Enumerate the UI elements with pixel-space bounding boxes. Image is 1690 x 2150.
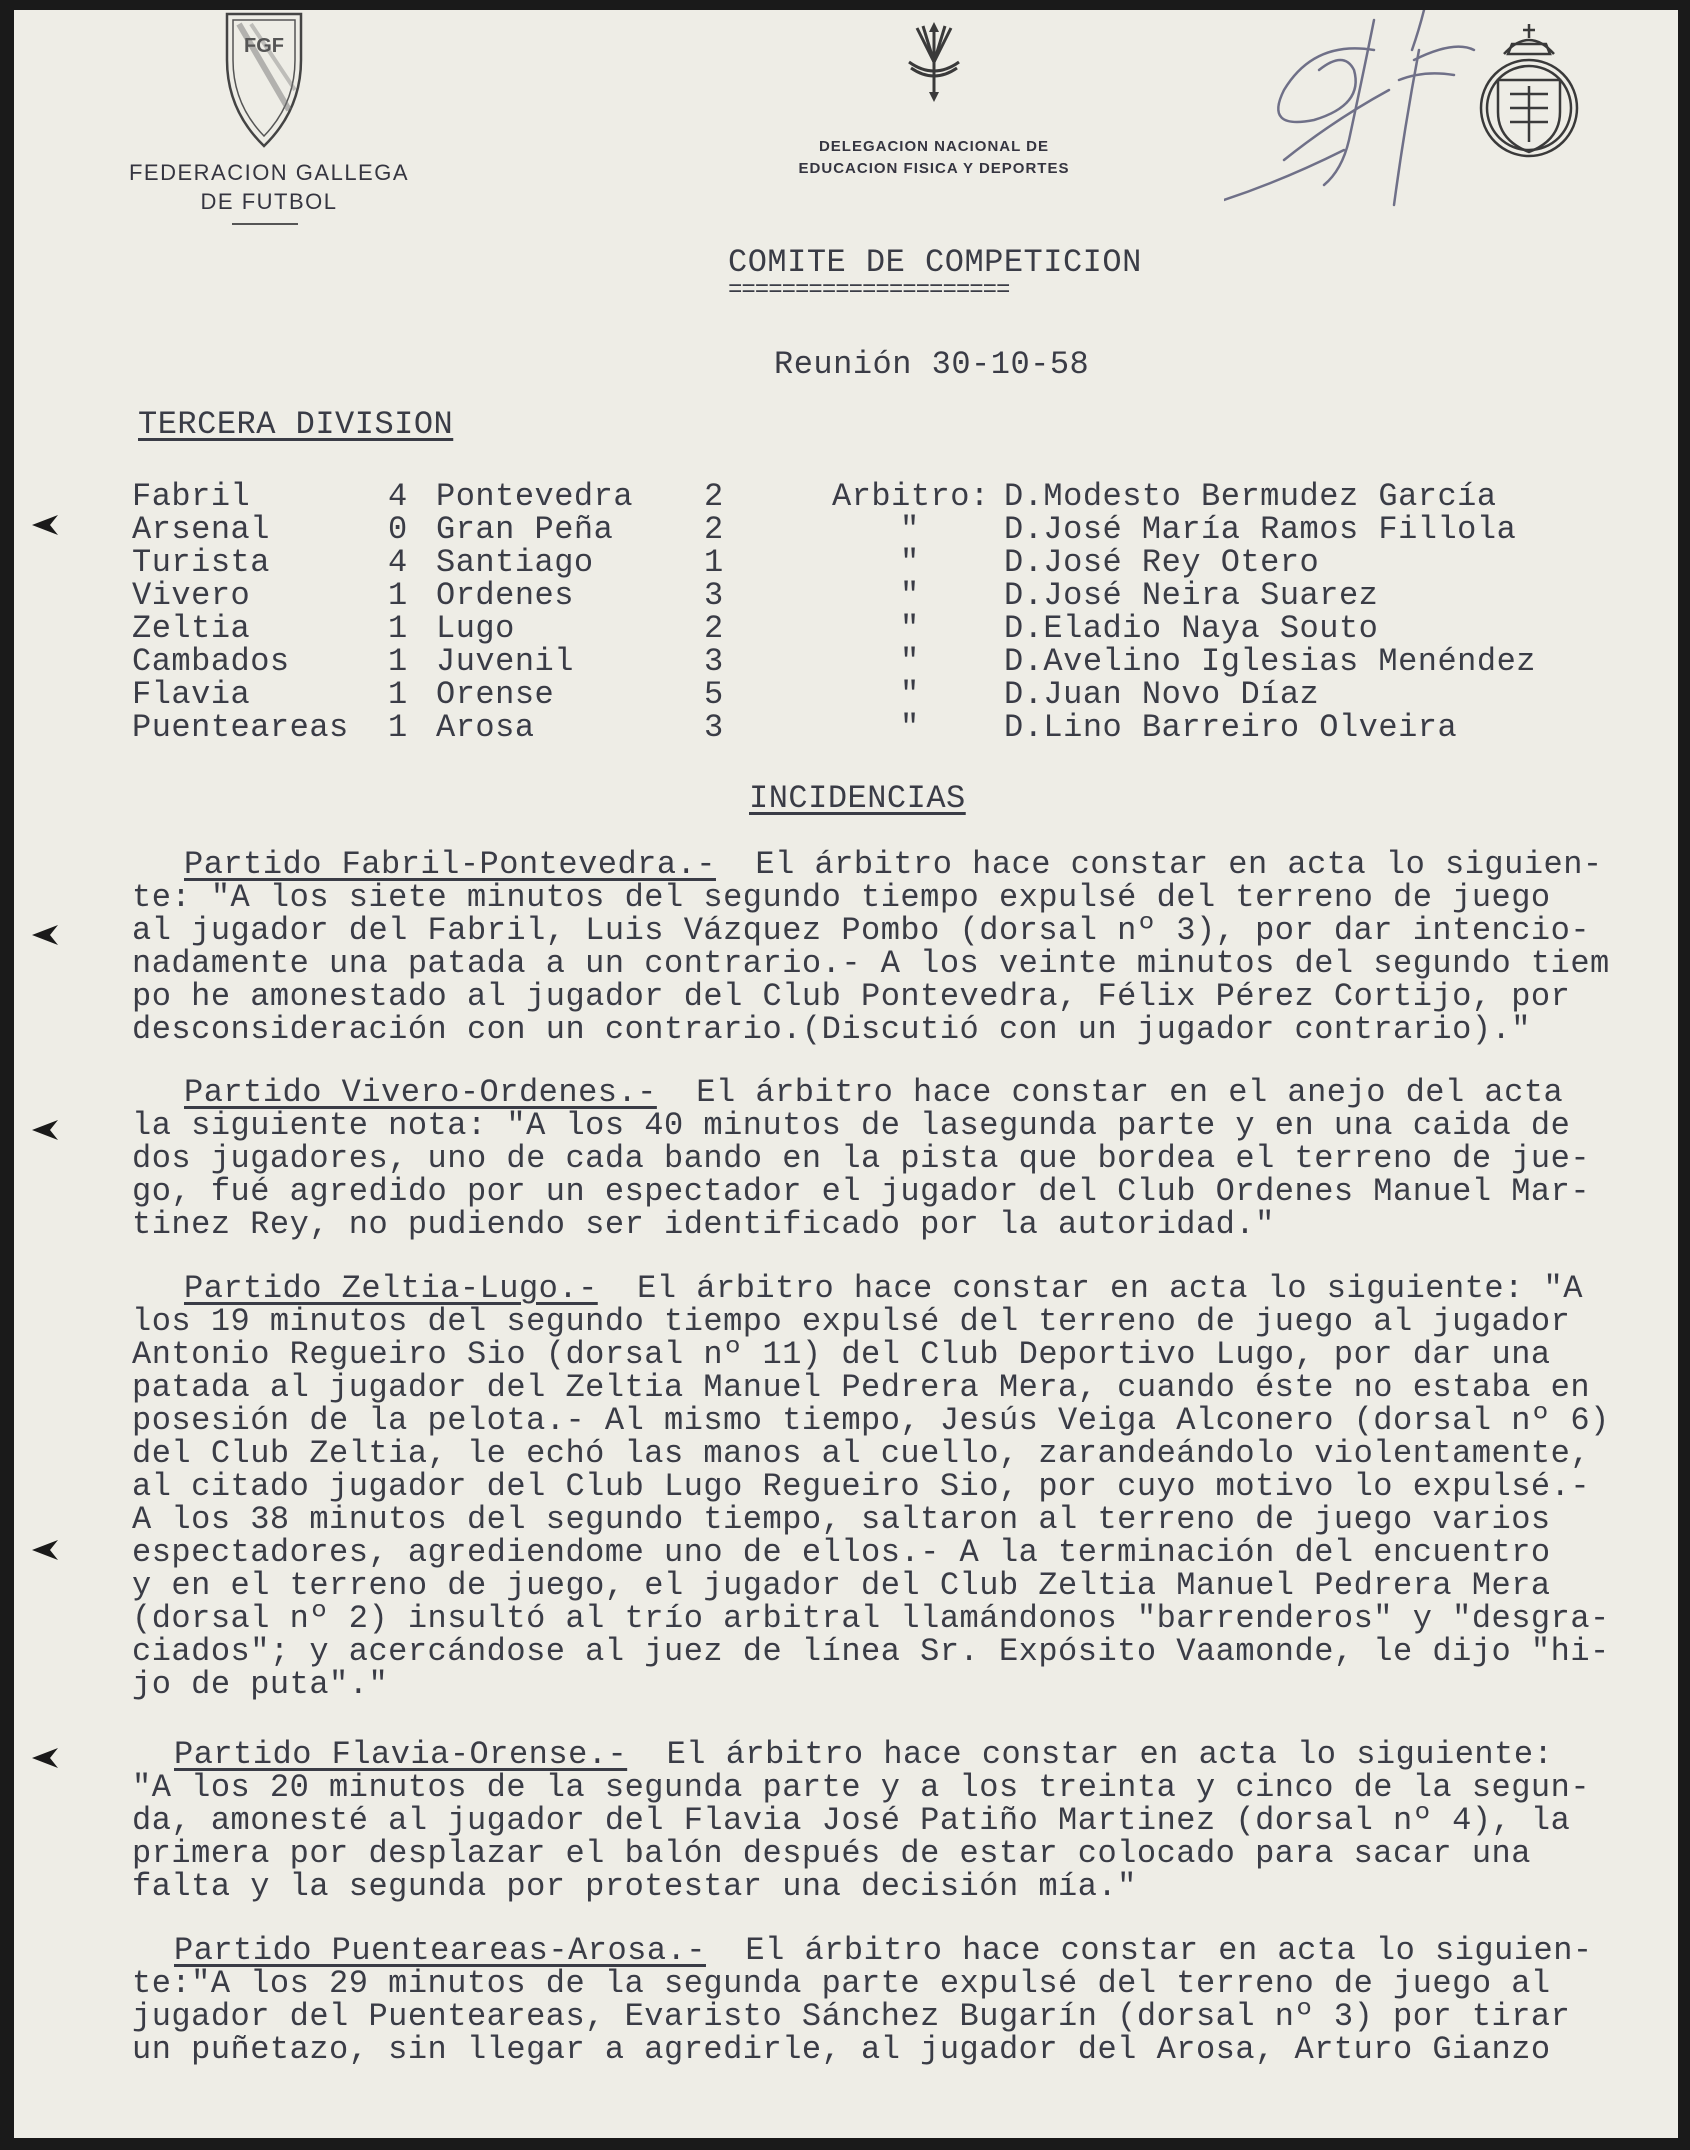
referee-label: "	[900, 610, 920, 647]
away-team: Gran Peña	[436, 511, 614, 548]
incident-heading: Partido Zeltia-Lugo.-	[184, 1270, 598, 1307]
home-team: Cambados	[132, 643, 290, 680]
document-page	[14, 10, 1678, 2138]
incident-line: patada al jugador del Zeltia Manuel Pedrera Mera, cuando éste no estaba en	[132, 1369, 1591, 1406]
incident-paragraph	[132, 1934, 1678, 2066]
incident-heading: Partido Flavia-Orense.-	[174, 1736, 628, 1773]
away-team: Arosa	[436, 709, 535, 746]
home-score: 1	[388, 676, 408, 713]
referee-label: "	[900, 676, 920, 713]
punch-hole-mark	[32, 515, 58, 535]
incident-line: El árbitro hace constar en acta lo siguiente: "A	[597, 1270, 1583, 1307]
home-team: Puenteareas	[132, 709, 349, 746]
incident-line: la siguiente nota: "A los 40 minutos de lasegunda parte y en una caida de	[132, 1107, 1571, 1144]
federation-shield-icon	[219, 10, 309, 150]
delegation-name: DELEGACION NACIONAL DE EDUCACION FISICA Y DEPORTES	[798, 138, 1070, 177]
punch-hole-mark	[32, 1748, 58, 1768]
home-score: 1	[388, 577, 408, 614]
away-score: 2	[704, 610, 724, 647]
incident-line: nadamente una patada a un contrario.- A los veinte minutos del segundo tiem	[132, 945, 1610, 982]
referee-name: D.José Rey Otero	[1004, 544, 1320, 581]
referee-label: Arbitro:	[832, 478, 990, 515]
committee-title: COMITE DE COMPETICION	[728, 244, 1142, 281]
incident-line: A los 38 minutos del segundo tiempo, saltaron al terreno de juego varios	[132, 1501, 1551, 1538]
away-team: Pontevedra	[436, 478, 634, 515]
home-score: 0	[388, 511, 408, 548]
incident-line: un puñetazo, sin llegar a agredirle, al jugador del Arosa, Arturo Gianzo	[132, 2031, 1551, 2068]
incident-line: posesión de la pelota.- Al mismo tiempo, Jesús Veiga Alconero (dorsal nº 6)	[132, 1402, 1610, 1439]
away-team: Juvenil	[436, 643, 574, 680]
referee-name: D.José Neira Suarez	[1004, 577, 1379, 614]
referee-name: D.José María Ramos Fillola	[1004, 511, 1517, 548]
incident-line: ciados"; y acercándose al juez de línea Sr. Expósito Vaamonde, le dijo "hi-	[132, 1633, 1610, 1670]
referee-name: D.Avelino Iglesias Menéndez	[1004, 643, 1536, 680]
incident-line: del Club Zeltia, le echó las manos al cuello, zarandeándolo violentamente,	[132, 1435, 1591, 1472]
incident-paragraph	[132, 1076, 1678, 1241]
incident-paragraph	[132, 1738, 1678, 1903]
incident-line: jugador del Puenteareas, Evaristo Sánchez Bugarín (dorsal nº 3) por tirar	[132, 1998, 1571, 2035]
punch-hole-mark	[32, 1540, 58, 1560]
incident-line: (dorsal nº 2) insultó al trío arbitral llamándonos "barrenderos" y "desgra-	[132, 1600, 1610, 1637]
away-score: 3	[704, 643, 724, 680]
incident-line: al jugador del Fabril, Luis Vázquez Pombo (dorsal nº 3), por dar intencio-	[132, 912, 1591, 949]
home-score: 1	[388, 610, 408, 647]
referee-label: "	[900, 643, 920, 680]
incident-line: El árbitro hace constar en acta lo siguien-	[715, 846, 1603, 883]
title-double-rule: =====================	[728, 277, 1010, 304]
away-team: Lugo	[436, 610, 515, 647]
incident-line: "A los 20 minutos de la segunda parte y a los treinta y cinco de la segun-	[132, 1769, 1591, 1806]
away-score: 3	[704, 577, 724, 614]
away-team: Orense	[436, 676, 555, 713]
incident-line: El árbitro hace constar en acta lo siguien-	[705, 1932, 1593, 1969]
home-score: 1	[388, 709, 408, 746]
away-score: 5	[704, 676, 724, 713]
away-score: 1	[704, 544, 724, 581]
home-team: Turista	[132, 544, 270, 581]
incident-line: po he amonestado al jugador del Club Pontevedra, Félix Pérez Cortijo, por	[132, 978, 1571, 1015]
away-score: 2	[704, 511, 724, 548]
yoke-arrows-icon	[889, 22, 979, 102]
referee-label: "	[900, 709, 920, 746]
federation-name: FEDERACION GALLEGA DE FUTBOL	[128, 160, 410, 214]
referee-label: "	[900, 544, 920, 581]
meeting-date: Reunión 30-10-58	[774, 346, 1090, 383]
royal-crest-icon	[1474, 16, 1584, 166]
away-team: Santiago	[436, 544, 594, 581]
home-score: 4	[388, 544, 408, 581]
away-score: 2	[704, 478, 724, 515]
incidencias-heading: INCIDENCIAS	[749, 780, 966, 817]
home-team: Zeltia	[132, 610, 251, 647]
incident-line: Antonio Regueiro Sio (dorsal nº 11) del Club Deportivo Lugo, por dar una	[132, 1336, 1551, 1373]
incident-heading: Partido Vivero-Ordenes.-	[184, 1074, 657, 1111]
home-team: Vivero	[132, 577, 251, 614]
incident-paragraph	[132, 1272, 1678, 1701]
home-score: 4	[388, 478, 408, 515]
away-score: 3	[704, 709, 724, 746]
federation-rule	[232, 223, 298, 225]
punch-hole-mark	[32, 1120, 58, 1140]
incident-line: go, fué agredido por un espectador el jugador del Club Ordenes Manuel Mar-	[132, 1173, 1591, 1210]
home-team: Fabril	[132, 478, 251, 515]
incident-line: espectadores, agrediendome uno de ellos.- A la terminación del encuentro	[132, 1534, 1551, 1571]
handwritten-signature	[1224, 10, 1484, 220]
incident-line: El árbitro hace constar en el anejo del acta	[656, 1074, 1564, 1111]
home-score: 1	[388, 643, 408, 680]
incident-line: y en el terreno de juego, el jugador del Club Zeltia Manuel Pedrera Mera	[132, 1567, 1551, 1604]
svg-text:FGF: FGF	[244, 35, 284, 57]
incident-line: te:"A los 29 minutos de la segunda parte expulsé del terreno de juego al	[132, 1965, 1551, 2002]
incident-line: al citado jugador del Club Lugo Regueiro Sio, por cuyo motivo lo expulsé.-	[132, 1468, 1591, 1505]
incident-heading: Partido Puenteareas-Arosa.-	[174, 1932, 706, 1969]
referee-name: D.Juan Novo Díaz	[1004, 676, 1320, 713]
incident-line: da, amonesté al jugador del Flavia José Patiño Martinez (dorsal nº 4), la	[132, 1802, 1571, 1839]
away-team: Ordenes	[436, 577, 574, 614]
division-heading: TERCERA DIVISION	[138, 406, 454, 443]
incident-line: primera por desplazar el balón después de estar colocado para sacar una	[132, 1835, 1531, 1872]
incident-paragraph	[132, 848, 1678, 1046]
punch-hole-mark	[32, 925, 58, 945]
incident-line: los 19 minutos del segundo tiempo expulsé del terreno de juego al jugador	[132, 1303, 1571, 1340]
incident-line: desconsideración con un contrario.(Discutió con un jugador contrario)."	[132, 1011, 1531, 1048]
home-team: Arsenal	[132, 511, 270, 548]
incident-line: El árbitro hace constar en acta lo siguiente:	[627, 1736, 1554, 1773]
incident-line: dos jugadores, uno de cada bando en la pista que bordea el terreno de jue-	[132, 1140, 1591, 1177]
incident-line: jo de puta"."	[132, 1666, 389, 1703]
referee-label: "	[900, 511, 920, 548]
referee-name: D.Modesto Bermudez García	[1004, 478, 1497, 515]
incident-heading: Partido Fabril-Pontevedra.-	[184, 846, 716, 883]
home-team: Flavia	[132, 676, 251, 713]
referee-name: D.Eladio Naya Souto	[1004, 610, 1379, 647]
referee-label: "	[900, 577, 920, 614]
referee-name: D.Lino Barreiro Olveira	[1004, 709, 1458, 746]
incident-line: te: "A los siete minutos del segundo tiempo expulsé del terreno de juego	[132, 879, 1551, 916]
incident-line: falta y la segunda por protestar una decisión mía."	[132, 1868, 1137, 1905]
incident-line: tinez Rey, no pudiendo ser identificado por la autoridad."	[132, 1206, 1275, 1243]
